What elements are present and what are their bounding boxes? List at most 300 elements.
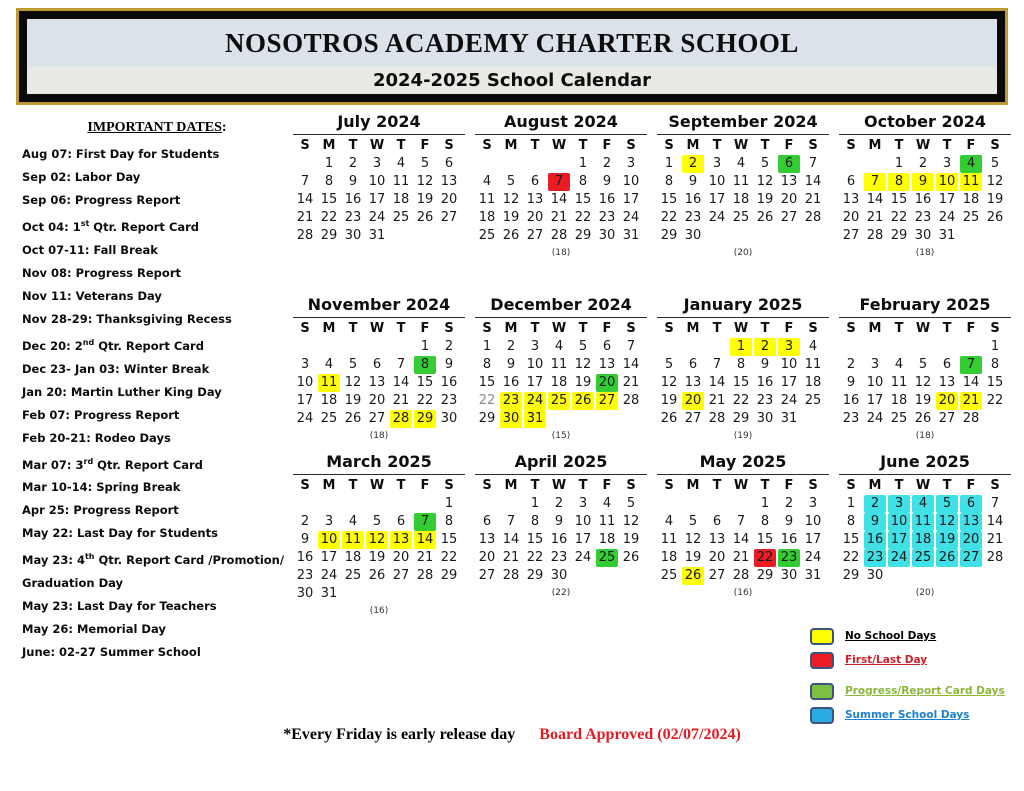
- day-cell: 25: [804, 393, 822, 408]
- important-date-item: Sep 06: Progress Report: [22, 193, 181, 207]
- legend-label-no-school-days: No School Days: [845, 630, 937, 642]
- day-cell: 2: [554, 496, 564, 511]
- weekday-label: S: [482, 138, 492, 153]
- day-cell: 12: [660, 375, 678, 390]
- day-cell: 7: [300, 174, 310, 189]
- day-cell: 15: [842, 532, 860, 547]
- weekday-label: W: [369, 478, 385, 493]
- legend-label-summer-school-days: Summer School Days: [845, 709, 970, 721]
- weekday-header-row: [475, 476, 647, 495]
- day-cell: 16: [598, 192, 616, 207]
- month-november-2024: [293, 295, 465, 452]
- day-cell: 13: [598, 357, 616, 372]
- day-cell: 11: [960, 173, 982, 191]
- day-cell: 29: [660, 228, 678, 243]
- day-cell-empty: [294, 155, 316, 173]
- month-may-2025: [657, 452, 829, 616]
- day-cell: 3: [300, 357, 310, 372]
- day-cell: 18: [478, 210, 496, 225]
- day-cell: 6: [712, 514, 722, 529]
- weekday-label: F: [966, 478, 976, 493]
- day-cell: 11: [732, 174, 750, 189]
- week-row: [293, 392, 465, 410]
- weekday-label: M: [868, 321, 882, 336]
- day-cell: 12: [502, 192, 520, 207]
- day-cell: 10: [574, 514, 592, 529]
- weekday-label: F: [784, 138, 794, 153]
- weekday-header-row: [475, 136, 647, 155]
- day-cell: 10: [780, 357, 798, 372]
- weekday-label: S: [300, 321, 310, 336]
- header-subtitle-area: [27, 67, 997, 94]
- day-cell: 26: [756, 210, 774, 225]
- day-cell: 10: [936, 173, 958, 191]
- day-cell: 8: [444, 514, 454, 529]
- day-cell: 7: [414, 513, 436, 531]
- day-cell: 27: [842, 228, 860, 243]
- day-cell-empty: [706, 495, 728, 513]
- day-cell: 7: [506, 514, 516, 529]
- weekday-label: S: [808, 138, 818, 153]
- day-cell: 3: [626, 156, 636, 171]
- weekday-label: M: [504, 321, 518, 336]
- week-row: [657, 191, 829, 209]
- day-cell-empty: [864, 338, 886, 356]
- day-cell: 7: [712, 357, 722, 372]
- day-cell: 22: [660, 210, 678, 225]
- weekday-label: T: [578, 478, 588, 493]
- week-row: [475, 392, 647, 410]
- weekday-label: T: [396, 138, 406, 153]
- weekday-label: F: [420, 321, 430, 336]
- day-cell: 11: [392, 174, 410, 189]
- day-cell: 3: [324, 514, 334, 529]
- month-september-2024: [657, 112, 829, 295]
- day-cell: 4: [736, 156, 746, 171]
- day-cell: 10: [526, 357, 544, 372]
- header-banner: [16, 8, 1008, 105]
- day-cell: 29: [414, 410, 436, 428]
- day-cell: 12: [366, 531, 388, 549]
- week-row: [293, 531, 465, 549]
- weekday-label: T: [894, 321, 904, 336]
- day-cell: 9: [602, 174, 612, 189]
- day-cell: 7: [960, 356, 982, 374]
- day-cell: 23: [684, 210, 702, 225]
- day-cell: 5: [348, 357, 358, 372]
- weekday-label: F: [784, 321, 794, 336]
- week-row: [657, 356, 829, 374]
- weekday-label: S: [990, 321, 1000, 336]
- day-cell: 3: [778, 338, 800, 356]
- week-row: [839, 173, 1011, 191]
- day-cell: 15: [320, 192, 338, 207]
- day-cell-empty: [414, 495, 436, 513]
- day-cell: 18: [598, 532, 616, 547]
- day-cell: 23: [296, 568, 314, 583]
- day-cell: 6: [960, 495, 982, 513]
- day-cell: 5: [760, 156, 770, 171]
- weekday-header-row: [475, 319, 647, 338]
- day-cell: 17: [368, 192, 386, 207]
- day-cell-empty: [342, 495, 364, 513]
- day-cell: 14: [986, 514, 1004, 529]
- day-cell: 21: [960, 392, 982, 410]
- day-cell: 23: [864, 549, 886, 567]
- day-cell: 1: [894, 156, 904, 171]
- weekday-label: W: [915, 321, 931, 336]
- day-cell: 13: [780, 174, 798, 189]
- day-cell: 23: [344, 210, 362, 225]
- month-april-2025: [475, 452, 647, 616]
- week-row: [657, 155, 829, 173]
- day-cell: 9: [688, 174, 698, 189]
- day-cell: 2: [918, 156, 928, 171]
- weekday-label: T: [894, 478, 904, 493]
- day-cell: 1: [420, 339, 430, 354]
- day-cell: 21: [708, 393, 726, 408]
- week-row: [657, 392, 829, 410]
- weekday-label: W: [369, 138, 385, 153]
- weekday-label: S: [990, 478, 1000, 493]
- weekday-label: T: [760, 138, 770, 153]
- important-date-item: May 26: Memorial Day: [22, 622, 166, 637]
- day-cell: 18: [320, 393, 338, 408]
- day-cell: 13: [842, 192, 860, 207]
- day-cell: 19: [502, 210, 520, 225]
- day-cell: 17: [888, 531, 910, 549]
- day-cell: 2: [784, 496, 794, 511]
- day-cell: 2: [506, 339, 516, 354]
- day-cell: 24: [888, 549, 910, 567]
- day-cell: 15: [416, 375, 434, 390]
- week-row: [839, 410, 1011, 428]
- week-row: [657, 567, 829, 585]
- weekday-label: T: [348, 138, 358, 153]
- week-row: [293, 495, 465, 513]
- day-cell: 9: [554, 514, 564, 529]
- week-row: [293, 338, 465, 356]
- day-cell: 30: [780, 568, 798, 583]
- day-cell: 1: [990, 339, 1000, 354]
- week-row: [293, 585, 465, 603]
- day-cell: 17: [574, 532, 592, 547]
- day-cell: 7: [864, 173, 886, 191]
- week-row: [839, 531, 1011, 549]
- day-cell: 4: [808, 339, 818, 354]
- day-cell: 27: [440, 210, 458, 225]
- day-cell: 6: [846, 174, 856, 189]
- day-cell: 17: [708, 192, 726, 207]
- week-row: [839, 209, 1011, 227]
- day-cell: 28: [804, 210, 822, 225]
- day-cell: 18: [912, 531, 934, 549]
- day-cell: 16: [756, 375, 774, 390]
- day-cell: 16: [502, 375, 520, 390]
- day-cell: 24: [804, 550, 822, 565]
- weekday-label: S: [664, 321, 674, 336]
- day-cell: 5: [626, 496, 636, 511]
- weekday-label: S: [626, 138, 636, 153]
- day-cell: 4: [324, 357, 334, 372]
- weekday-label: W: [369, 321, 385, 336]
- weekday-label: T: [578, 138, 588, 153]
- week-row: [475, 209, 647, 227]
- legend-label-progress-report-card-days: Progress/Report Card Days: [845, 685, 1005, 697]
- month-title: December 2024: [475, 295, 647, 318]
- day-cell: 4: [960, 155, 982, 173]
- day-cell: 14: [866, 192, 884, 207]
- day-cell: 24: [938, 210, 956, 225]
- weekday-label: T: [396, 321, 406, 336]
- day-cell: 19: [914, 393, 932, 408]
- week-row: [475, 549, 647, 567]
- day-cell: 15: [478, 375, 496, 390]
- day-cell: 6: [530, 174, 540, 189]
- important-date-item: Oct 04: 1st Qtr. Report Card: [22, 219, 200, 234]
- day-cell: 1: [530, 496, 540, 511]
- day-cell: 21: [732, 550, 750, 565]
- day-cell: 23: [550, 550, 568, 565]
- weekday-label: W: [915, 138, 931, 153]
- weekday-label: M: [322, 138, 336, 153]
- day-cell: 22: [890, 210, 908, 225]
- day-cell: 6: [396, 514, 406, 529]
- weekday-label: S: [482, 478, 492, 493]
- day-cell: 11: [890, 375, 908, 390]
- weekday-label: T: [894, 138, 904, 153]
- day-cell: 10: [296, 375, 314, 390]
- day-cell-empty: [476, 155, 498, 173]
- day-cell: 4: [602, 496, 612, 511]
- day-cell: 2: [846, 357, 856, 372]
- legend-label-first-last-day: First/Last Day: [845, 654, 928, 666]
- day-cell: 4: [482, 174, 492, 189]
- day-cell: 25: [344, 568, 362, 583]
- day-cell: 2: [754, 338, 776, 356]
- day-cell: 19: [416, 192, 434, 207]
- month-title: September 2024: [657, 112, 829, 135]
- day-cell: 19: [936, 531, 958, 549]
- day-cell: 19: [622, 532, 640, 547]
- weekday-label: T: [578, 321, 588, 336]
- week-row: [657, 410, 829, 428]
- day-cell: 5: [578, 339, 588, 354]
- day-cell-empty: [888, 338, 910, 356]
- day-cell: 17: [526, 375, 544, 390]
- day-cell: 26: [914, 411, 932, 426]
- week-row: [839, 567, 1011, 585]
- day-cell-empty: [318, 495, 340, 513]
- day-cell: 19: [368, 550, 386, 565]
- day-cell: 5: [420, 156, 430, 171]
- day-cell: 12: [622, 514, 640, 529]
- day-cell: 26: [622, 550, 640, 565]
- day-cell: 22: [574, 210, 592, 225]
- day-cell: 28: [732, 568, 750, 583]
- day-cell: 6: [444, 156, 454, 171]
- day-cell: 5: [990, 156, 1000, 171]
- board-approved-note: Board Approved (02/07/2024): [539, 726, 741, 743]
- day-cell: 31: [622, 228, 640, 243]
- day-cell: 20: [478, 550, 496, 565]
- school-day-count: (18): [915, 248, 935, 258]
- day-cell: 16: [780, 532, 798, 547]
- important-date-item: Sep 02: Labor Day: [22, 170, 141, 184]
- day-cell: 23: [914, 210, 932, 225]
- day-cell: 25: [912, 549, 934, 567]
- day-cell-empty: [706, 338, 728, 356]
- day-cell: 30: [344, 228, 362, 243]
- important-date-item: Nov 08: Progress Report: [22, 265, 181, 280]
- day-cell: 16: [864, 531, 886, 549]
- day-cell: 25: [732, 210, 750, 225]
- day-cell: 4: [396, 156, 406, 171]
- important-dates-panel: [22, 120, 292, 664]
- day-cell: 21: [392, 393, 410, 408]
- day-cell: 4: [554, 339, 564, 354]
- day-cell: 28: [390, 410, 412, 428]
- day-cell: 28: [550, 228, 568, 243]
- day-cell: 20: [960, 531, 982, 549]
- day-cell: 8: [578, 174, 588, 189]
- day-cell: 9: [760, 357, 770, 372]
- day-cell: 16: [344, 192, 362, 207]
- day-cell: 28: [502, 568, 520, 583]
- weekday-label: S: [626, 478, 636, 493]
- weekday-label: F: [602, 478, 612, 493]
- week-row: [293, 513, 465, 531]
- week-row: [657, 227, 829, 245]
- day-cell: 1: [760, 496, 770, 511]
- day-cell: 18: [732, 192, 750, 207]
- day-cell: 12: [344, 375, 362, 390]
- day-cell: 5: [918, 357, 928, 372]
- important-date-item: Aug 07: First Day for Students: [22, 147, 220, 161]
- day-cell: 16: [842, 393, 860, 408]
- month-title: February 2025: [839, 295, 1011, 318]
- day-cell: 19: [574, 375, 592, 390]
- week-row: [657, 209, 829, 227]
- header-inner: [27, 19, 997, 94]
- month-title: October 2024: [839, 112, 1011, 135]
- day-cell-empty: [476, 495, 498, 513]
- weekday-label: W: [551, 478, 567, 493]
- weekday-label: T: [942, 138, 952, 153]
- day-cell: 26: [368, 568, 386, 583]
- day-cell: 11: [804, 357, 822, 372]
- day-cell: 20: [596, 374, 618, 392]
- week-row: [657, 531, 829, 549]
- weekday-label: S: [808, 478, 818, 493]
- weekday-label: M: [686, 321, 700, 336]
- weekday-label: S: [444, 138, 454, 153]
- day-cell: 22: [320, 210, 338, 225]
- month-august-2024: [475, 112, 647, 295]
- day-cell: 31: [780, 411, 798, 426]
- day-cell: 12: [574, 357, 592, 372]
- day-cell: 24: [622, 210, 640, 225]
- day-cell: 15: [986, 375, 1004, 390]
- weekday-header-row: [293, 319, 465, 338]
- day-cell-empty: [524, 155, 546, 173]
- day-cell: 26: [344, 411, 362, 426]
- day-cell: 30: [684, 228, 702, 243]
- day-cell: 9: [864, 513, 886, 531]
- day-cell: 9: [300, 532, 310, 547]
- month-june-2025: [839, 452, 1011, 616]
- week-row: [475, 173, 647, 191]
- day-cell: 12: [914, 375, 932, 390]
- day-cell: 1: [444, 496, 454, 511]
- day-cell-empty: [318, 338, 340, 356]
- weekday-label: S: [990, 138, 1000, 153]
- day-cell: 18: [962, 192, 980, 207]
- day-cell-empty: [682, 338, 704, 356]
- day-cell: 7: [396, 357, 406, 372]
- important-dates-heading: [22, 120, 292, 136]
- week-row: [657, 338, 829, 356]
- day-cell: 15: [732, 375, 750, 390]
- week-row: [475, 356, 647, 374]
- week-row: [293, 356, 465, 374]
- day-cell: 23: [440, 393, 458, 408]
- legend-swatch-summer-school-days: [810, 707, 834, 724]
- day-cell: 16: [296, 550, 314, 565]
- day-cell: 19: [684, 550, 702, 565]
- day-cell: 25: [392, 210, 410, 225]
- week-row: [839, 191, 1011, 209]
- day-cell: 2: [444, 339, 454, 354]
- day-cell: 11: [598, 514, 616, 529]
- day-cell: 1: [578, 156, 588, 171]
- day-cell: 6: [688, 357, 698, 372]
- week-row: [475, 374, 647, 392]
- early-release-note: *Every Friday is early release day: [283, 726, 516, 743]
- month-title: June 2025: [839, 452, 1011, 475]
- day-cell: 11: [478, 192, 496, 207]
- day-cell: 24: [320, 568, 338, 583]
- day-cell: 31: [804, 568, 822, 583]
- day-cell: 1: [664, 156, 674, 171]
- day-cell-empty: [658, 338, 680, 356]
- day-cell: 9: [348, 174, 358, 189]
- weekday-label: M: [504, 138, 518, 153]
- week-row: [839, 392, 1011, 410]
- week-row: [839, 549, 1011, 567]
- weekday-label: T: [348, 321, 358, 336]
- weekday-label: W: [551, 321, 567, 336]
- weekday-header-row: [293, 476, 465, 495]
- day-cell: 7: [626, 339, 636, 354]
- weekday-label: S: [846, 321, 856, 336]
- day-cell: 24: [708, 210, 726, 225]
- day-cell: 24: [368, 210, 386, 225]
- weekday-label: S: [664, 138, 674, 153]
- week-row: [475, 227, 647, 245]
- day-cell: 29: [440, 568, 458, 583]
- weekday-label: S: [846, 478, 856, 493]
- day-cell: 4: [664, 514, 674, 529]
- day-cell: 31: [320, 586, 338, 601]
- day-cell: 15: [660, 192, 678, 207]
- week-row: [293, 549, 465, 567]
- school-day-count: (16): [733, 588, 753, 598]
- day-cell: 12: [684, 532, 702, 547]
- day-cell: 20: [440, 192, 458, 207]
- day-cell: 4: [912, 495, 934, 513]
- week-row: [839, 495, 1011, 513]
